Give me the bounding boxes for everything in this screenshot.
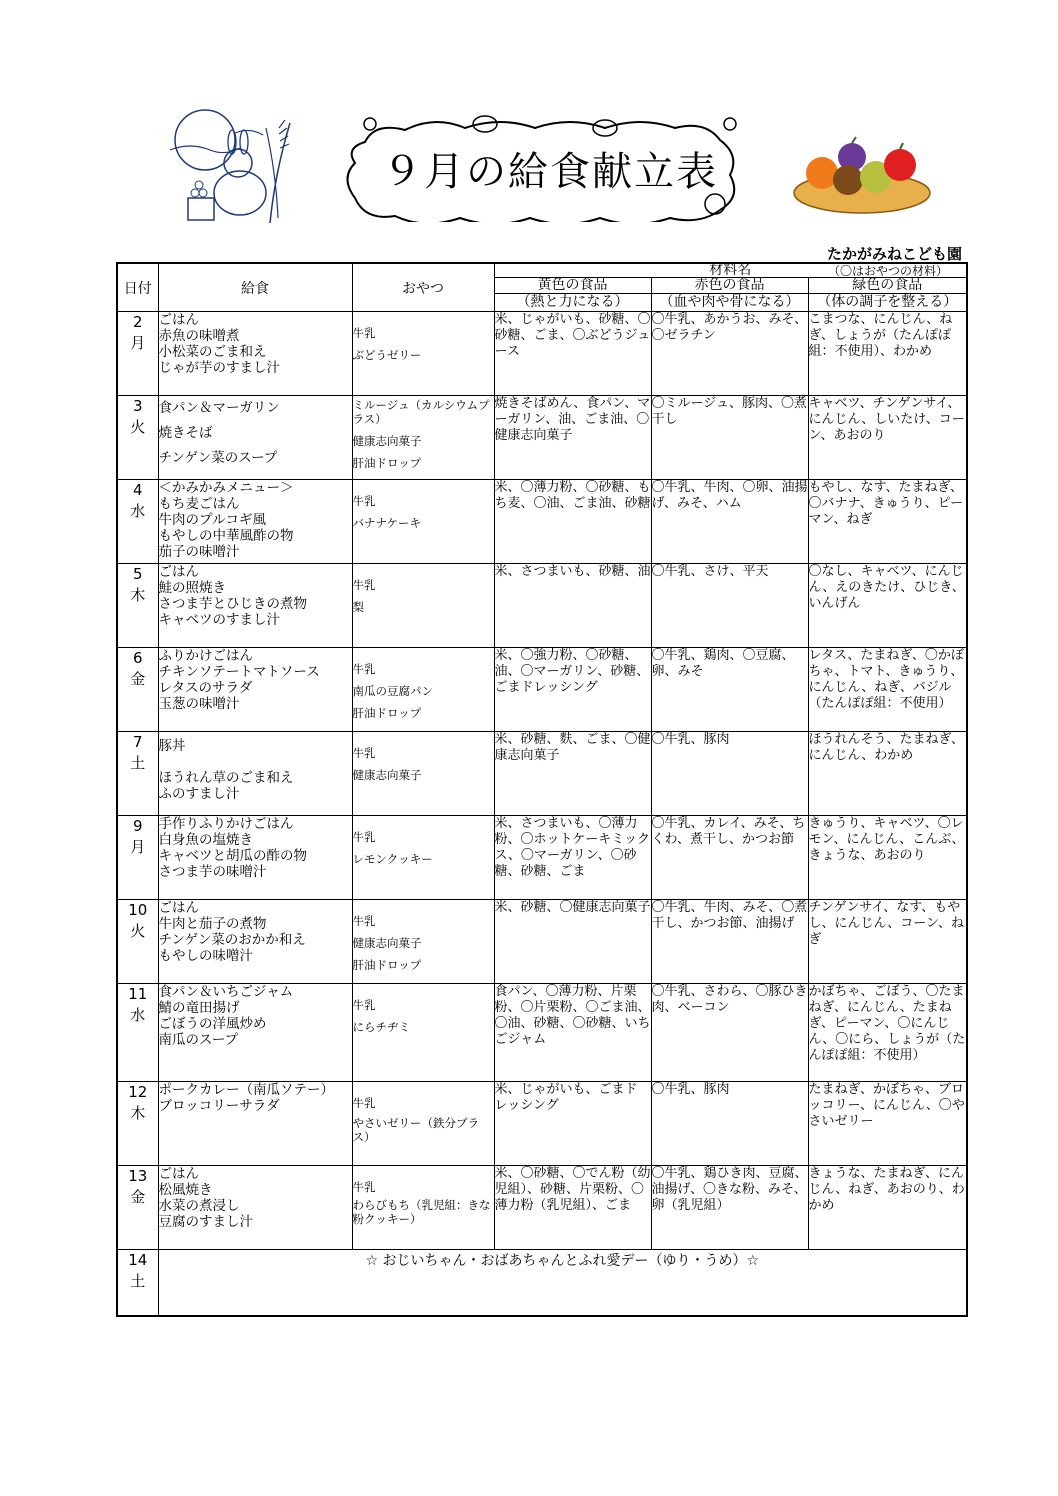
lunch-item: 食パン＆マーガリン bbox=[158, 400, 280, 416]
table-row bbox=[117, 480, 967, 564]
snack-item: 肝油ドロップ bbox=[352, 958, 422, 972]
date-cell bbox=[117, 648, 158, 732]
red-foods: 〇ミルージュ、豚肉、〇煮干し bbox=[651, 396, 808, 480]
moon-rabbit-illustration bbox=[160, 98, 305, 228]
date-cell bbox=[117, 396, 158, 480]
weekday: 土 bbox=[130, 754, 146, 772]
lunch-item: 赤魚の味噌煮 bbox=[158, 328, 240, 344]
table-row bbox=[117, 816, 967, 900]
lunch-item: もやしの中華風酢の物 bbox=[158, 528, 294, 544]
red-foods: 〇牛乳、牛肉、〇卵、油揚げ、みそ、ハム bbox=[651, 480, 808, 564]
lunch-item: 牛肉と茄子の煮物 bbox=[158, 916, 267, 932]
snack-item: 肝油ドロップ bbox=[352, 456, 422, 470]
snack-cell bbox=[352, 480, 494, 564]
header-green-desc: （体の調子を整える） bbox=[808, 294, 967, 312]
date-cell bbox=[117, 312, 158, 396]
snack-item: 牛乳 bbox=[352, 830, 376, 844]
green-foods: かぼちゃ、ごぼう、〇たまねぎ、にんじん、たまねぎ、ピーマン、〇にんじん、〇にら、しょうが（たんぽぽ組：不使用） bbox=[808, 984, 967, 1082]
lunch-item: キャベツと胡瓜の酢の物 bbox=[158, 848, 307, 864]
date-cell bbox=[117, 564, 158, 648]
lunch-item: ごはん bbox=[158, 564, 199, 580]
snack-item: 牛乳 bbox=[352, 1180, 376, 1194]
green-foods: レタス、たまねぎ、〇かぼちゃ、トマト、きゅうり、にんじん、ねぎ、バジル（たんぽぽ組：不使用） bbox=[808, 648, 967, 732]
lunch-item: 南瓜のスープ bbox=[158, 1032, 239, 1048]
lunch-cell bbox=[158, 984, 352, 1082]
table-row bbox=[117, 564, 967, 648]
table-row bbox=[117, 984, 967, 1082]
lunch-cell bbox=[158, 648, 352, 732]
lunch-item: ふりかけごはん bbox=[158, 648, 253, 664]
red-foods: 〇牛乳、牛肉、みそ、〇煮干し、かつお節、油揚げ bbox=[651, 900, 808, 984]
red-foods: 〇牛乳、鶏ひき肉、豆腐、油揚げ、〇きな粉、みそ、卵（乳児組） bbox=[651, 1166, 808, 1250]
lunch-item: ごはん bbox=[158, 312, 199, 328]
header-lunch: 給食 bbox=[158, 263, 352, 312]
menu-table bbox=[116, 262, 968, 1317]
day-number: 3 bbox=[132, 397, 143, 415]
lunch-cell bbox=[158, 480, 352, 564]
snack-cell bbox=[352, 1166, 494, 1250]
red-foods: 〇牛乳、豚肉 bbox=[651, 1082, 808, 1166]
yellow-foods: 米、砂糖、〇健康志向菓子 bbox=[494, 900, 651, 984]
lunch-item: さつま芋の味噌汁 bbox=[158, 864, 267, 880]
day-number: 6 bbox=[132, 649, 143, 667]
day-number: 4 bbox=[132, 481, 143, 499]
table-row bbox=[117, 1082, 967, 1166]
header-ingredients-label: 材料名 bbox=[709, 262, 752, 278]
yellow-foods: 米、〇強力粉、〇砂糖、油、〇マーガリン、砂糖、ごまドレッシング bbox=[494, 648, 651, 732]
snack-item: にらチヂミ bbox=[352, 1020, 410, 1034]
lunch-item: 鯖の竜田揚げ bbox=[158, 1000, 240, 1016]
header-yellow-desc: （熱と力になる） bbox=[494, 294, 651, 312]
yellow-foods: 米、〇砂糖、〇でん粉（幼児組）、砂糖、片栗粉、〇薄力粉（乳児組）、ごま bbox=[494, 1166, 651, 1250]
lunch-cell bbox=[158, 816, 352, 900]
day-number: 5 bbox=[132, 565, 143, 583]
lunch-item: じゃが芋のすまし汁 bbox=[158, 360, 280, 376]
day-number: 12 bbox=[128, 1083, 148, 1101]
weekday: 月 bbox=[130, 838, 146, 856]
lunch-item: キャベツのすまし汁 bbox=[158, 612, 280, 628]
red-foods: 〇牛乳、あかうお、みそ、〇ゼラチン bbox=[651, 312, 808, 396]
header-red-desc: （血や肉や骨になる） bbox=[651, 294, 808, 312]
lunch-item: ＜かみかみメニュー＞ bbox=[158, 480, 294, 496]
lunch-item: ごはん bbox=[158, 900, 199, 916]
event-banner: ☆ おじいちゃん・おばあちゃんとふれ愛デー（ゆり・うめ）☆ bbox=[158, 1250, 967, 1316]
header-ingredients-note: （〇はおやつの材料） bbox=[827, 264, 948, 278]
green-foods: きゅうり、キャベツ、〇レモン、にんじん、こんぶ、きょうな、あおのり bbox=[808, 816, 967, 900]
snack-item: 牛乳 bbox=[352, 998, 376, 1012]
red-foods: 〇牛乳、鶏肉、〇豆腐、卵、みそ bbox=[651, 648, 808, 732]
snack-item: 牛乳 bbox=[352, 914, 376, 928]
day-number: 9 bbox=[132, 817, 143, 835]
snack-item: 南瓜の豆腐パン bbox=[352, 684, 433, 698]
lunch-item: 茄子の味噌汁 bbox=[158, 544, 240, 560]
table-row bbox=[117, 1166, 967, 1250]
lunch-cell bbox=[158, 1166, 352, 1250]
lunch-item: ポークカレー（南瓜ソテー） bbox=[158, 1082, 334, 1098]
lunch-item: 豚丼 bbox=[158, 738, 186, 754]
date-cell bbox=[117, 900, 158, 984]
green-foods: こまつな、にんじん、ねぎ、しょうが（たんぽぽ組：不使用）、わかめ bbox=[808, 312, 967, 396]
lunch-item: 牛肉のプルコギ風 bbox=[158, 512, 266, 528]
header-yellow: 黄色の食品 bbox=[494, 278, 651, 294]
snack-cell bbox=[352, 396, 494, 480]
snack-item: ミルージュ（カルシウムプラス） bbox=[352, 398, 490, 426]
snack-cell bbox=[352, 984, 494, 1082]
snack-item: レモンクッキー bbox=[352, 852, 433, 866]
day-number: 14 bbox=[128, 1251, 148, 1269]
snack-cell bbox=[352, 816, 494, 900]
snack-cell bbox=[352, 648, 494, 732]
day-number: 11 bbox=[128, 985, 148, 1003]
snack-item: 健康志向菓子 bbox=[352, 434, 422, 448]
date-cell bbox=[117, 984, 158, 1082]
weekday: 金 bbox=[130, 670, 146, 688]
table-row bbox=[117, 900, 967, 984]
date-cell bbox=[117, 480, 158, 564]
yellow-foods: 米、さつまいも、砂糖、油 bbox=[494, 564, 651, 648]
snack-item: わらびもち（乳児組：きな粉クッキー） bbox=[352, 1198, 491, 1226]
snack-item: 牛乳 bbox=[352, 1096, 376, 1110]
yellow-foods: 米、じゃがいも、砂糖、〇砂糖、ごま、〇ぶどうジュース bbox=[494, 312, 651, 396]
lunch-cell bbox=[158, 732, 352, 816]
yellow-foods: 米、さつまいも、〇薄力粉、〇ホットケーキミックス、〇マーガリン、〇砂糖、砂糖、ごま bbox=[494, 816, 651, 900]
day-number: 13 bbox=[128, 1167, 148, 1185]
weekday: 木 bbox=[130, 1104, 146, 1122]
snack-item: 梨 bbox=[352, 600, 364, 614]
snack-item: 牛乳 bbox=[352, 494, 376, 508]
snack-item: 健康志向菓子 bbox=[352, 936, 422, 950]
lunch-item: 豆腐のすまし汁 bbox=[158, 1214, 253, 1230]
table-row bbox=[117, 648, 967, 732]
lunch-item: 松風焼き bbox=[158, 1182, 213, 1198]
snack-cell bbox=[352, 732, 494, 816]
date-cell bbox=[117, 1166, 158, 1250]
weekday: 月 bbox=[130, 334, 146, 352]
lunch-cell bbox=[158, 396, 352, 480]
lunch-cell bbox=[158, 1082, 352, 1166]
header-red: 赤色の食品 bbox=[651, 278, 808, 294]
lunch-item: 焼きそば bbox=[158, 425, 213, 441]
green-foods: たまねぎ、かぼちゃ、ブロッコリー、にんじん、〇やさいゼリー bbox=[808, 1082, 967, 1166]
header-ingredients bbox=[494, 263, 967, 278]
fruit-basket-illustration bbox=[790, 135, 940, 225]
red-foods: 〇牛乳、豚肉 bbox=[651, 732, 808, 816]
lunch-item: チキンソテートマトソース bbox=[158, 664, 320, 680]
lunch-item: 玉葱の味噌汁 bbox=[158, 696, 240, 712]
header-snack: おやつ bbox=[352, 263, 494, 312]
lunch-item: チンゲン菜のスープ bbox=[158, 450, 278, 466]
lunch-item: ごぼうの洋風炒め bbox=[158, 1016, 267, 1032]
table-row bbox=[117, 1250, 967, 1316]
table-row bbox=[117, 312, 967, 396]
snack-item: 牛乳 bbox=[352, 578, 376, 592]
lunch-item: 食パン＆いちごジャム bbox=[158, 984, 294, 1000]
school-name: たかがみねこども園 bbox=[826, 245, 962, 263]
lunch-item: ブロッコリーサラダ bbox=[158, 1098, 280, 1114]
date-cell bbox=[117, 1082, 158, 1166]
lunch-item bbox=[159, 754, 352, 770]
snack-cell bbox=[352, 564, 494, 648]
weekday: 水 bbox=[130, 502, 146, 520]
weekday: 土 bbox=[130, 1272, 146, 1290]
weekday: 金 bbox=[130, 1188, 146, 1206]
lunch-item: もやしの味噌汁 bbox=[158, 948, 253, 964]
snack-cell bbox=[352, 1082, 494, 1166]
day-number: 2 bbox=[132, 313, 143, 331]
snack-item: 牛乳 bbox=[352, 326, 376, 340]
snack-item: 牛乳 bbox=[352, 662, 376, 676]
date-cell bbox=[117, 816, 158, 900]
table-row bbox=[117, 732, 967, 816]
yellow-foods: 米、砂糖、麩、ごま、〇健康志向菓子 bbox=[494, 732, 651, 816]
yellow-foods: 焼きそばめん、食パン、マーガリン、油、ごま油、〇健康志向菓子 bbox=[494, 396, 651, 480]
weekday: 火 bbox=[130, 418, 146, 436]
lunch-item: 水菜の煮浸し bbox=[158, 1198, 240, 1214]
yellow-foods: 米、〇薄力粉、〇砂糖、もち麦、〇油、ごま油、砂糖 bbox=[494, 480, 651, 564]
weekday: 水 bbox=[130, 1006, 146, 1024]
red-foods: 〇牛乳、カレイ、みそ、ちくわ、煮干し、かつお節 bbox=[651, 816, 808, 900]
red-foods: 〇牛乳、さわら、〇豚ひき肉、ベーコン bbox=[651, 984, 808, 1082]
weekday: 火 bbox=[130, 922, 146, 940]
red-foods: 〇牛乳、さけ、平天 bbox=[651, 564, 808, 648]
snack-item: 牛乳 bbox=[352, 746, 376, 760]
lunch-item: 白身魚の塩焼き bbox=[158, 832, 253, 848]
lunch-item: 手作りふりかけごはん bbox=[158, 816, 294, 832]
date-cell bbox=[117, 1250, 158, 1316]
snack-item: 肝油ドロップ bbox=[352, 706, 422, 720]
yellow-foods: 米、じゃがいも、ごまドレッシング bbox=[494, 1082, 651, 1166]
weekday: 木 bbox=[130, 586, 146, 604]
day-number: 10 bbox=[128, 901, 148, 919]
green-foods: もやし、なす、たまねぎ、〇バナナ、きゅうり、ピーマン、ねぎ bbox=[808, 480, 967, 564]
green-foods: キャベツ、チンゲンサイ、にんじん、しいたけ、コーン、あおのり bbox=[808, 396, 967, 480]
lunch-cell bbox=[158, 564, 352, 648]
day-number: 7 bbox=[132, 733, 143, 751]
lunch-cell bbox=[158, 900, 352, 984]
green-foods: ほうれんそう、たまねぎ、にんじん、わかめ bbox=[808, 732, 967, 816]
snack-item: やさいゼリー（鉄分プラス） bbox=[352, 1116, 479, 1144]
snack-cell bbox=[352, 900, 494, 984]
lunch-item: チンゲン菜のおかか和え bbox=[158, 932, 306, 948]
table-row bbox=[117, 396, 967, 480]
yellow-foods: 食パン、〇薄力粉、片栗粉、〇片栗粉、〇ごま油、〇油、砂糖、〇砂糖、いちごジャム bbox=[494, 984, 651, 1082]
snack-item: バナナケーキ bbox=[352, 516, 422, 530]
snack-item: 健康志向菓子 bbox=[352, 768, 422, 782]
lunch-cell bbox=[158, 312, 352, 396]
lunch-item: 鮭の照焼き bbox=[158, 580, 226, 596]
snack-item: ぶどうゼリー bbox=[352, 348, 422, 362]
lunch-item: ふのすまし汁 bbox=[158, 786, 240, 802]
green-foods: チンゲンサイ、なす、もやし、にんじん、コーン、ねぎ bbox=[808, 900, 967, 984]
lunch-item: ごはん bbox=[158, 1166, 199, 1182]
header-green: 緑色の食品 bbox=[808, 278, 967, 294]
lunch-item: レタスのサラダ bbox=[158, 680, 253, 696]
date-cell bbox=[117, 732, 158, 816]
lunch-item: ほうれん草のごま和え bbox=[158, 770, 294, 786]
lunch-item: 小松菜のごま和え bbox=[158, 344, 267, 360]
green-foods: きょうな、たまねぎ、にんじん、ねぎ、あおのり、わかめ bbox=[808, 1166, 967, 1250]
lunch-item: もち麦ごはん bbox=[158, 496, 240, 512]
header-date: 日付 bbox=[117, 263, 158, 312]
green-foods: 〇なし、キャベツ、にんじん、えのきたけ、ひじき、いんげん bbox=[808, 564, 967, 648]
snack-cell bbox=[352, 312, 494, 396]
page-title: ９月の給食献立表 bbox=[382, 149, 718, 195]
lunch-item: さつま芋とひじきの煮物 bbox=[158, 596, 307, 612]
